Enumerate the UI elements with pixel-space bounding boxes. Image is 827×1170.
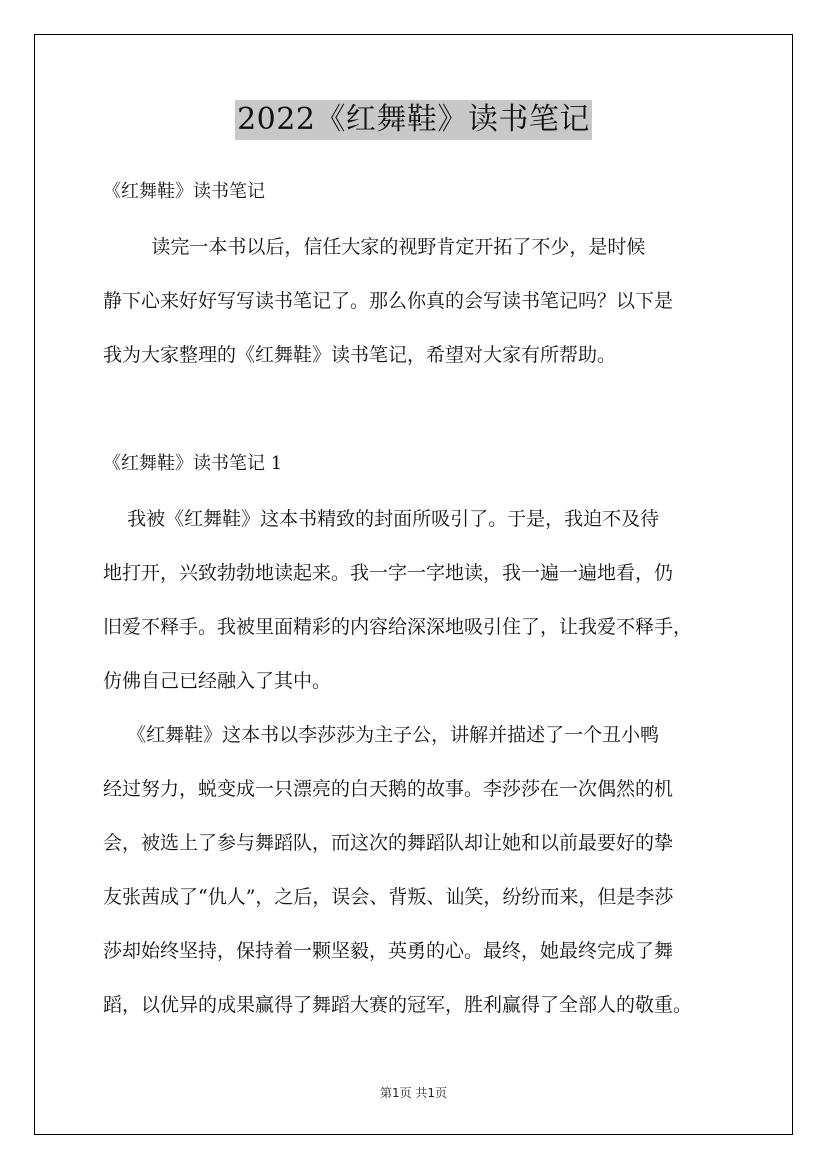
paragraph2-line: 友张茜成了“仇人”，之后，误会、背叛、讪笑，纷纷而来，但是李莎 <box>103 886 674 908</box>
intro-line: 读完一本书以后，信任大家的视野肯定开拓了不少，是时候 <box>103 236 646 258</box>
intro-line: 静下心来好好写写读书笔记了。那么你真的会写读书笔记吗？以下是 <box>103 290 674 312</box>
paragraph1-line: 地打开，兴致勃勃地读起来。我一字一字地读，我一遍一遍地看，仍 <box>103 562 674 584</box>
paragraph2-line: 经过努力，蜕变成一只漂亮的白天鹅的故事。李莎莎在一次偶然的机 <box>103 778 674 800</box>
paragraph1-line: 我被《红舞鞋》这本书精致的封面所吸引了。于是，我迫不及待 <box>103 508 660 530</box>
document-subtitle: 《红舞鞋》读书笔记 <box>103 181 265 202</box>
paragraph2-line: 蹈，以优异的成果赢得了舞蹈大赛的冠军，胜利赢得了全部人的敬重。 <box>103 994 693 1016</box>
document-title: 2022《红舞鞋》读书笔记 <box>235 100 592 140</box>
title-container <box>0 100 827 140</box>
section-heading: 《红舞鞋》读书笔记 1 <box>103 453 283 474</box>
paragraph2-line: 莎却始终坚持，保持着一颗坚毅，英勇的心。最终，她最终完成了舞 <box>103 940 674 962</box>
paragraph1-line: 仿佛自己已经融入了其中。 <box>103 670 332 692</box>
intro-line: 我为大家整理的《红舞鞋》读书笔记，希望对大家有所帮助。 <box>103 344 617 366</box>
page-footer: 第1页 共1页 <box>379 1086 448 1100</box>
paragraph2-line: 会，被选上了参与舞蹈队，而这次的舞蹈队却让她和以前最要好的挚 <box>103 832 674 854</box>
paragraph1-line: 旧爱不释手。我被里面精彩的内容给深深地吸引住了，让我爱不释手， <box>103 616 693 638</box>
paragraph2-line: 《红舞鞋》这本书以李莎莎为主子公，讲解并描述了一个丑小鸭 <box>103 724 660 746</box>
